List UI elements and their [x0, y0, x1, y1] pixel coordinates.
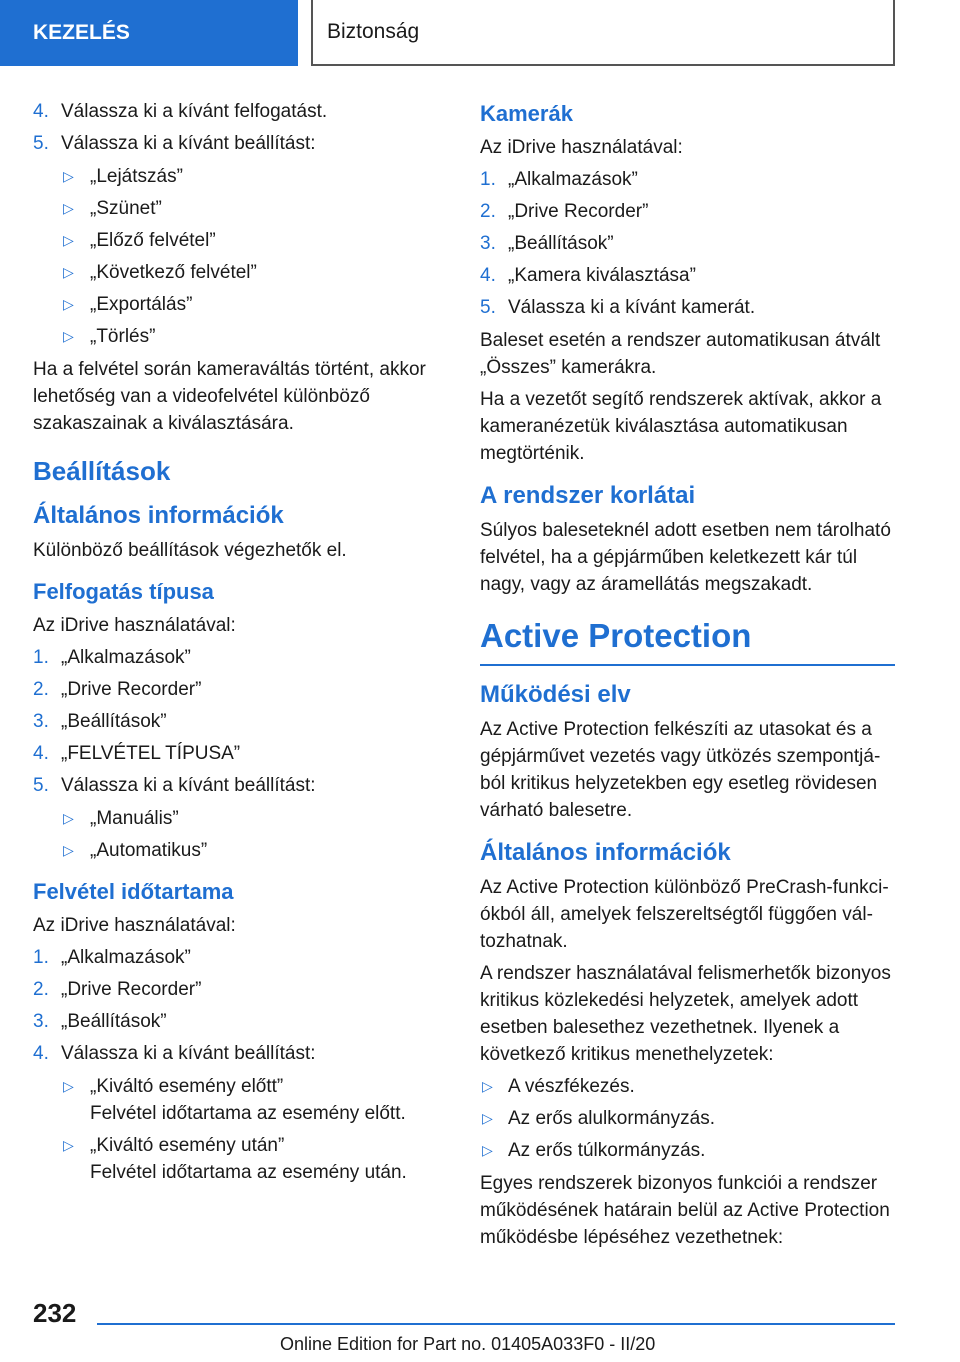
paragraph: Súlyos baleseteknél adott esetben nem tárolható felvétel, ha a gépjárműben keletkezett kár túl nagy, vagy az áramellátás megszakadt.	[480, 520, 891, 595]
bullet-item: ▷ „Kiváltó esemény után” Felvétel időtartama az esemény után.	[33, 1132, 448, 1186]
bullet-item: ▷ „Automatikus”	[33, 837, 448, 864]
heading-general: Általános információk	[33, 502, 284, 529]
paragraph: Baleset esetén a rendszer automatikusan átvált „Összes” kamerákra.	[480, 330, 881, 378]
list-item: 1. „Alkalmazások”	[480, 169, 638, 190]
triangle-right-icon: ▷	[63, 842, 74, 858]
paragraph: Az Active Protection felkészíti az utasokat és a gépjárművet vezetés vagy ütközés szempontjából kritikus helyzetekben egy esetleg rövidesen várható balesetre.	[480, 719, 881, 821]
list-item: 5. Válassza ki a kívánt beállítást:	[33, 133, 316, 154]
bullet-item: ▷ „Szünet”	[33, 195, 448, 222]
list-item: 5. Válassza ki a kívánt kamerát.	[480, 297, 756, 318]
bullet-item: ▷ „Manuális”	[33, 805, 448, 832]
list-item: 1. „Alkalmazások”	[33, 647, 191, 668]
bullets-a	[33, 163, 448, 350]
paragraph: A rendszer használatával felismerhetők bizonyos kritikus közlekedési helyzetek, amelyek adott esetben balesethez vezethetnek. Ilyenek a következő kritikus menethelyzetek:	[480, 963, 891, 1065]
list-item: 4. Válassza ki a kívánt beállítást:	[33, 1043, 316, 1064]
triangle-right-icon: ▷	[482, 1142, 493, 1158]
paragraph: Az iDrive használatával:	[33, 615, 236, 636]
triangle-right-icon: ▷	[63, 168, 74, 184]
heading-limits: A rendszer korlátai	[480, 482, 696, 509]
bullet-item: ▷ „Kiváltó esemény előtt” Felvétel időtartama az esemény előtt.	[33, 1073, 448, 1127]
heading-type: Felfogatás típusa	[33, 579, 214, 604]
bullet-item: ▷ „Exportálás”	[33, 291, 448, 318]
paragraph: Az Active Protection különböző PreCrash-funkciókból áll, amelyek felszereltségtől függően változhatnak.	[480, 877, 889, 952]
triangle-right-icon: ▷	[63, 1137, 74, 1153]
triangle-right-icon: ▷	[63, 296, 74, 312]
heading-active-protection: Active Protection	[480, 616, 895, 666]
bullet-item: ▷ „Következő felvétel”	[33, 259, 448, 286]
left-column	[33, 98, 448, 1192]
list-a	[33, 98, 448, 157]
page-header	[0, 0, 960, 66]
list-item: 3. „Beállítások”	[33, 1011, 167, 1032]
list-item: 2. „Drive Recorder”	[33, 979, 202, 1000]
bullet-item: ▷ A vészfékezés.	[480, 1073, 895, 1100]
list-item: 3. „Beállítások”	[33, 711, 167, 732]
triangle-right-icon: ▷	[63, 200, 74, 216]
list-duration	[33, 944, 448, 1067]
bullets-type	[33, 805, 448, 864]
bullet-item: ▷ „Törlés”	[33, 323, 448, 350]
bullet-item: ▷ „Előző felvétel”	[33, 227, 448, 254]
heading-principle: Működési elv	[480, 681, 631, 708]
section-tab: KEZELÉS	[0, 0, 298, 66]
paragraph: Ha a vezetőt segítő rendszerek aktívak, akkor a kameranézetük kiválasztása automatikusan megtörténik.	[480, 389, 882, 464]
paragraph: Az iDrive használatával:	[33, 915, 236, 936]
list-item: 4. „FELVÉTEL TÍPUSA”	[33, 743, 241, 764]
paragraph: Egyes rendszerek bizonyos funkciói a rendszer működésének határain belül az Active Protection működésbe lépéséhez vezethetnek:	[480, 1173, 890, 1248]
triangle-right-icon: ▷	[63, 264, 74, 280]
chapter-tab: Biztonság	[311, 0, 895, 66]
bullet-item: ▷ Az erős alulkormányzás.	[480, 1105, 895, 1132]
heading-cameras: Kamerák	[480, 101, 573, 126]
list-item: 4. „Kamera kiválasztása”	[480, 265, 696, 286]
triangle-right-icon: ▷	[482, 1110, 493, 1126]
list-item: 5. Válassza ki a kívánt beállítást:	[33, 775, 316, 796]
bullet-item: ▷ Az erős túlkormányzás.	[480, 1137, 895, 1164]
list-item: 1. „Alkalmazások”	[33, 947, 191, 968]
list-item: 3. „Beállítások”	[480, 233, 614, 254]
heading-duration: Felvétel időtartama	[33, 879, 234, 904]
list-item: 4. Válassza ki a kívánt felfogatást.	[33, 101, 328, 122]
right-column	[480, 98, 895, 1256]
triangle-right-icon: ▷	[63, 810, 74, 826]
footer-divider	[97, 1323, 895, 1325]
paragraph: Az iDrive használatával:	[480, 137, 683, 158]
paragraph: Ha a felvétel során kameraváltás történt, akkor lehetőség van a videofelvétel különböző szakaszainak a kiválasztására.	[33, 359, 426, 434]
paragraph: Különböző beállítások végezhetők el.	[33, 540, 347, 561]
triangle-right-icon: ▷	[63, 1078, 74, 1094]
list-type	[33, 644, 448, 799]
edition-text: Online Edition for Part no. 01405A033F0 - II/20	[280, 1334, 656, 1354]
triangle-right-icon: ▷	[63, 328, 74, 344]
page-number: 232	[33, 1298, 77, 1328]
bullets-duration	[33, 1073, 448, 1186]
list-item: 2. „Drive Recorder”	[480, 201, 649, 222]
triangle-right-icon: ▷	[482, 1078, 493, 1094]
list-item: 2. „Drive Recorder”	[33, 679, 202, 700]
heading-general-2: Általános információk	[480, 839, 731, 866]
heading-settings: Beállítások	[33, 456, 171, 486]
list-cameras	[480, 166, 895, 321]
bullets-situations	[480, 1073, 895, 1164]
bullet-item: ▷ „Lejátszás”	[33, 163, 448, 190]
triangle-right-icon: ▷	[63, 232, 74, 248]
